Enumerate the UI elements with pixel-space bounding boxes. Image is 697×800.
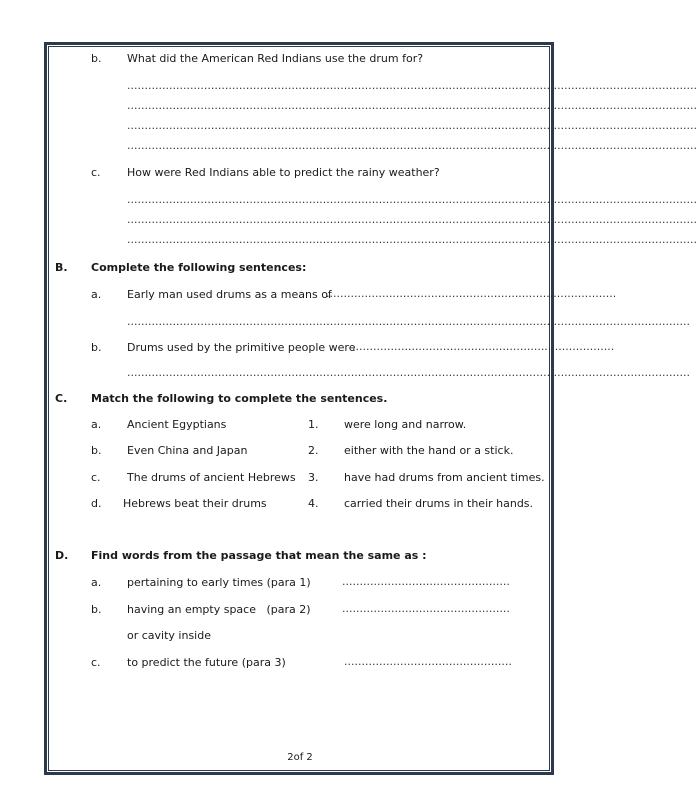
answer-line[interactable]: ................................................................................................................................................................... [127, 213, 697, 226]
match-letter: c. [91, 471, 101, 484]
item-letter: b. [91, 341, 102, 354]
match-number: 2. [308, 444, 319, 457]
answer-line[interactable]: ................................................................................... [326, 287, 617, 300]
item-letter: a. [91, 576, 102, 589]
match-right: carried their drums in their hands. [344, 497, 534, 510]
item-text-continued: or cavity inside [127, 629, 211, 642]
answer-line[interactable]: ................................................ [342, 602, 510, 615]
answer-line[interactable]: ................................................................................................................................................................... [127, 139, 697, 152]
item-letter: a. [91, 288, 102, 301]
answer-line[interactable]: ................................................................................................................................................................... [127, 119, 697, 132]
section-letter: D. [55, 549, 69, 562]
section-letter: C. [55, 392, 68, 405]
question-text: How were Red Indians able to predict the rainy weather? [127, 166, 440, 179]
match-left: The drums of ancient Hebrews [127, 471, 296, 484]
item-letter: b. [91, 603, 102, 616]
answer-line[interactable]: ................................................ [344, 655, 512, 668]
answer-line[interactable]: ................................................ [342, 575, 510, 588]
answer-line[interactable]: ................................................................................................................................................................... [127, 233, 697, 246]
match-right: were long and narrow. [344, 418, 467, 431]
section-heading: Find words from the passage that mean the same as : [91, 549, 427, 562]
item-text: Drums used by the primitive people were [127, 341, 356, 354]
match-number: 4. [308, 497, 319, 510]
item-letter: c. [91, 656, 101, 669]
match-right: have had drums from ancient times. [344, 471, 545, 484]
answer-line[interactable]: ........................................................................... [352, 340, 615, 353]
match-letter: d. [91, 497, 102, 510]
answer-line[interactable]: ................................................................................................................................................................. [127, 315, 690, 328]
section-heading: Match the following to complete the sentences. [91, 392, 388, 405]
match-number: 3. [308, 471, 319, 484]
match-number: 1. [308, 418, 319, 431]
match-letter: b. [91, 444, 102, 457]
item-text: having an empty space (para 2) [127, 603, 311, 616]
item-text: Early man used drums as a means of [127, 288, 332, 301]
match-right: either with the hand or a stick. [344, 444, 514, 457]
match-letter: a. [91, 418, 102, 431]
answer-line[interactable]: ................................................................................................................................................................. [127, 366, 690, 379]
page-number: 2of 2 [287, 752, 313, 763]
section-letter: B. [55, 261, 68, 274]
item-text: pertaining to early times (para 1) [127, 576, 311, 589]
answer-line[interactable]: ................................................................................................................................................................... [127, 99, 697, 112]
item-text: to predict the future (para 3) [127, 656, 286, 669]
question-text: What did the American Red Indians use the drum for? [127, 52, 424, 65]
answer-line[interactable]: ................................................................................................................................................................... [127, 79, 697, 92]
question-letter: c. [91, 166, 101, 179]
section-heading: Complete the following sentences: [91, 261, 307, 274]
match-left: Even China and Japan [127, 444, 248, 457]
match-left: Ancient Egyptians [127, 418, 227, 431]
question-letter: b. [91, 52, 102, 65]
match-left: Hebrews beat their drums [123, 497, 267, 510]
answer-line[interactable]: ................................................................................................................................................................... [127, 193, 697, 206]
